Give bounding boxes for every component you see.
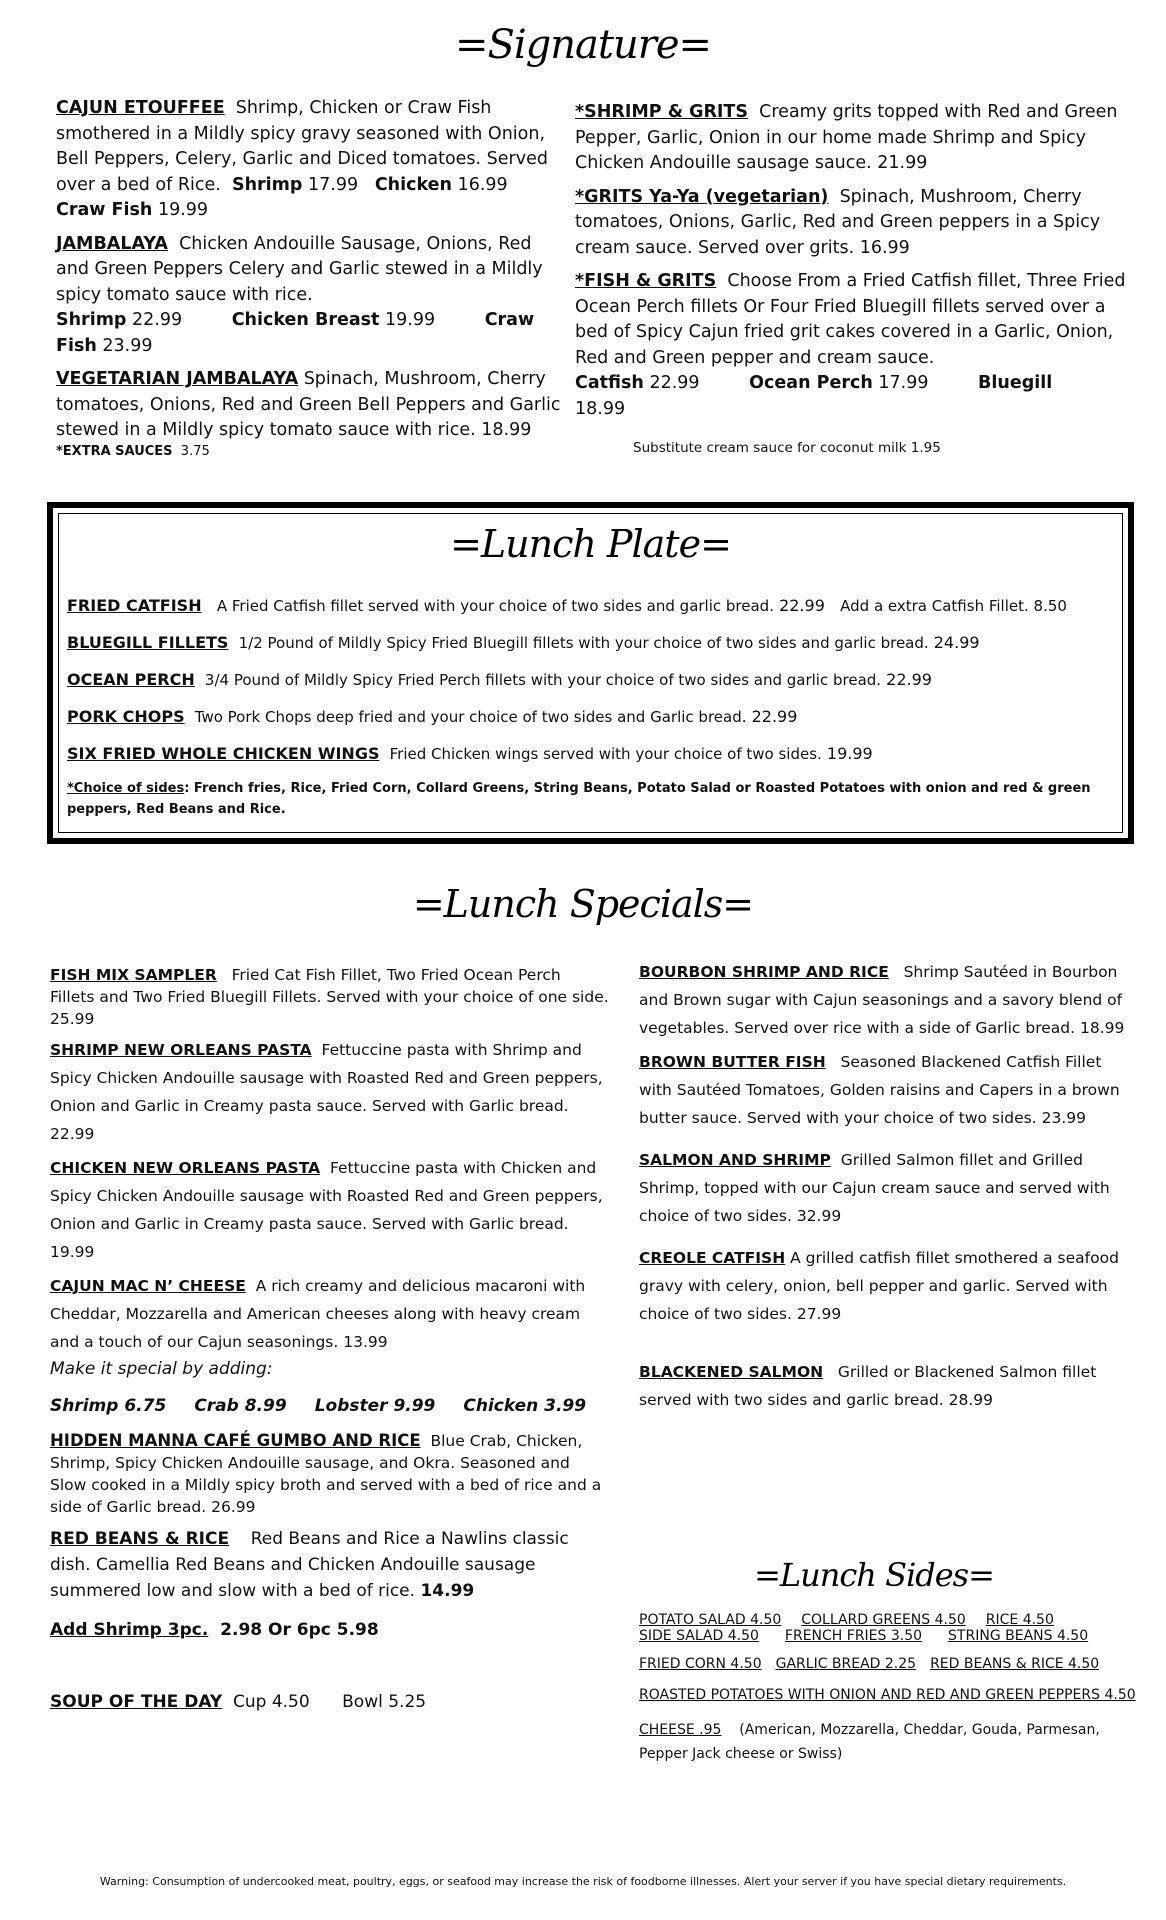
item-desc: Chicken Andouille Sausage, Onions, Red and Green Peppers Celery and Garlic stewed in a Mildly spicy tomato sauce with rice. [56,233,543,305]
item-desc: Fried Cat Fish Fillet, Two Fried Ocean Perch Fillets and Two Fried Bluegill Fillets. Served with your choice of one side. 25.99 [50,966,609,1028]
price: 18.99 [575,398,626,419]
item-name: FRIED CATFISH [67,596,202,615]
item-name: BOURBON SHRIMP AND RICE [639,963,889,981]
side-item: RED BEANS & RICE 4.50 [930,1656,1100,1672]
item-name: CAJUN ETOUFFEE [56,98,225,118]
item-name: CAJUN MAC N’ CHEESE [50,1277,246,1295]
extra-sauces-price: 3.75 [180,443,210,459]
mac-addon: Lobster 9.99 [314,1396,436,1416]
item-name: CREOLE CATFISH [639,1249,786,1267]
side-item-cheese [639,1718,1139,1766]
vegetarian-jambalaya-item [56,367,566,444]
lunch-special-item [50,1036,610,1148]
item-desc: Fettuccine pasta with Chicken and Spicy Chicken Andouille sausage with Roasted Red and Green peppers, Onion and Garlic in Creamy pasta sauce. Served with Garlic bread. 19.99 [50,1159,603,1261]
mac-addons [50,1392,610,1420]
item-desc: Seasoned Blackened Catfish Fillet with Sautéed Tomatoes, Golden raisins and Capers in a brown butter sauce. Served with your choice of two sides. 23.99 [639,1053,1120,1127]
item-name: JAMBALAYA [56,233,168,254]
price-label: Shrimp [231,174,303,195]
extra-sauces-label: *EXTRA SAUCES [56,443,173,459]
item-desc: 1/2 Pound of Mildly Spicy Fried Bluegill fillets with your choice of two sides and garlic bread. [238,634,929,652]
price: 23.99 [102,335,153,356]
jambalaya-item [56,232,566,360]
item-name: RED BEANS & RICE [50,1529,230,1549]
price: 22.99 [779,596,825,615]
price-label: Craw Fish [56,310,535,356]
lunch-special-item [639,1048,1139,1132]
substitute-note: Substitute cream sauce for coconut milk 1.95 [633,440,941,456]
sides-row [639,1612,1139,1628]
fish-grits-item [575,269,1135,422]
price: 17.99 [308,174,359,195]
mac-addon: Crab 8.99 [194,1396,287,1416]
grits-yaya-item [575,185,1135,262]
lunch-special-item [639,958,1139,1042]
item-name: SOUP OF THE DAY [50,1692,223,1712]
lunch-special-item [639,1358,1139,1414]
price-label: Ocean Perch [749,373,873,393]
price: 17.99 [878,373,929,393]
cajun-etouffee-item [56,96,566,224]
choice-of-sides [67,778,1107,820]
item-desc: A rich creamy and delicious macaroni with Cheddar, Mozzarella and American cheeses along with heavy cream and a touch of our Cajun seasonings. 13.99 [50,1277,586,1351]
item-desc: Shrimp Sautéed in Bourbon and Brown sugar with Cajun seasonings and a savory blend of vegetables. Served over rice with a side of Garlic bread. 18.99 [639,963,1125,1037]
item-name: BLACKENED SALMON [639,1363,824,1381]
choice-of-sides-label: *Choice of sides [67,781,185,796]
item-name: VEGETARIAN JAMBALAYA [56,369,299,389]
item-name: *GRITS Ya-Ya (vegetarian) [575,186,829,207]
price: 19.99 [157,200,209,220]
signature-left-column [56,96,566,460]
price-label: Chicken [374,174,452,195]
soup-bowl-price: Bowl 5.25 [342,1692,427,1712]
lunch-special-item [50,964,610,1030]
price: 22.99 [751,707,798,726]
price-row [575,371,1135,422]
side-item-roasted-potatoes: ROASTED POTATOES WITH ONION AND RED AND GREEN PEPPERS 4.50 [639,1687,1136,1703]
price: 14.99 [420,1581,475,1601]
item-desc: Two Pork Chops deep fried and your choice of two sides and Garlic bread. [194,708,747,726]
item-name: BROWN BUTTER FISH [639,1053,826,1071]
price: 19.99 [826,744,873,763]
price-label: Chicken Breast [231,310,380,330]
cheese-label: CHEESE .95 [639,1722,722,1738]
lunch-plate-item [67,670,932,689]
item-name: SALMON AND SHRIMP [639,1151,831,1169]
extra-sauces [56,444,566,460]
lunch-plate-item [67,744,873,763]
side-item: COLLARD GREENS 4.50 [801,1612,966,1628]
price: 22.99 [132,310,183,330]
lunch-sides-heading: =Lunch Sides= [754,1556,994,1594]
item-desc: Red Beans and Rice a Nawlins classic dish. Camellia Red Beans and Chicken Andouille sausage summered low and slow with a bed of rice. [50,1529,569,1601]
price-label: Shrimp [56,310,127,330]
lunch-special-item [639,1146,1139,1230]
side-item: POTATO SALAD 4.50 [639,1612,782,1628]
lunch-plate-box [47,502,1134,844]
side-item: RICE 4.50 [985,1612,1054,1628]
side-item: SIDE SALAD 4.50 [639,1628,759,1644]
soup-of-the-day [50,1688,610,1716]
item-name: CHICKEN NEW ORLEANS PASTA [50,1159,321,1177]
lunch-specials-left-column [50,964,610,1716]
item-desc: Grilled Salmon fillet and Grilled Shrimp, topped with our Cajun cream sauce and served with choice of two sides. 32.99 [639,1151,1110,1225]
side-item: FRIED CORN 4.50 [639,1656,762,1672]
item-name: BLUEGILL FILLETS [67,633,229,652]
item-desc: Choose From a Fried Catfish fillet, Three Fried Ocean Perch fillets Or Four Fried Bluegill fillets served over a bed of Spicy Cajun fried grit cakes covered in a Garlic, Onion, Red and Green pepper and cream sauce. [575,271,1126,368]
lunch-plate-item [67,707,797,726]
lunch-plate-item [67,633,980,652]
mac-special-note: Make it special by adding: [50,1359,273,1379]
gumbo-item [50,1430,610,1518]
add-shrimp-label: Add Shrimp 3pc. [50,1620,209,1640]
item-desc: A Fried Catfish fillet served with your choice of two sides and garlic bread. [216,597,774,615]
mac-addon: Shrimp 6.75 [50,1396,167,1416]
item-desc: Shrimp, Chicken or Craw Fish smothered in a Mildly spicy gravy seasoned with Onion, Bell Peppers, Celery, Garlic and Diced tomatoes. Served over a bed of Rice. [56,98,548,195]
side-item: FRENCH FRIES 3.50 [784,1628,923,1644]
lunch-plate-item [67,596,1067,615]
sides-row [639,1656,1139,1672]
lunch-sides-list [639,1612,1139,1766]
signature-heading: =Signature= [454,22,712,68]
price-row [56,308,566,359]
price: 16.99 [457,174,508,195]
lunch-specials-right-column [639,958,1139,1420]
soup-cup-price: Cup 4.50 [232,1692,310,1712]
item-name: PORK CHOPS [67,707,185,726]
signature-right-column [575,100,1135,462]
lunch-special-item [639,1244,1139,1328]
item-name: OCEAN PERCH [67,670,195,689]
item-name: *FISH & GRITS [575,271,717,291]
choice-of-sides-text: : French fries, Rice, Fried Corn, Collard Greens, String Beans, Potato Salad or Roasted Potatoes with onion and red & green peppers, Red Beans and Rice. [67,781,1091,817]
item-desc: Fettuccine pasta with Shrimp and Spicy Chicken Andouille sausage with Roasted Red and Green peppers, Onion and Garlic in Creamy pasta sauce. Served with Garlic bread. 22.99 [50,1041,603,1143]
shrimp-grits-item [575,100,1135,177]
price-label: Bluegill [978,373,1053,393]
red-beans-rice-item [50,1526,610,1604]
item-desc: Spinach, Mushroom, Cherry tomatoes, Onions, Red and Green Bell Peppers and Garlic stewed in a Mildly spicy tomato sauce with rice. 18.99 [56,369,561,440]
item-name: *SHRIMP & GRITS [575,102,748,122]
add-shrimp [50,1616,610,1644]
cheese-desc: (American, Mozzarella, Cheddar, Gouda, Parmesan, Pepper Jack cheese or Swiss) [639,1722,1100,1762]
price: 22.99 [649,373,700,393]
item-desc: A grilled catfish fillet smothered a seafood gravy with celery, onion, bell pepper and garlic. Served with choice of two sides. 27.99 [639,1249,1119,1323]
item-desc: Blue Crab, Chicken, Shrimp, Spicy Chicken Andouille sausage, and Okra. Seasoned and Slow cooked in a Mildly spicy broth and served with a bed of rice and a side of Garlic bread. 26.99 [50,1432,602,1516]
item-name: HIDDEN MANNA CAFÉ GUMBO AND RICE [50,1431,421,1450]
price-label: Catfish [575,373,644,393]
side-item: GARLIC BREAD 2.25 [775,1656,917,1672]
price: 19.99 [385,310,436,330]
item-name: SHRIMP NEW ORLEANS PASTA [50,1041,312,1059]
add-shrimp-price: 2.98 Or 6pc 5.98 [220,1620,379,1640]
price: 22.99 [886,670,932,689]
lunch-plate-heading: =Lunch Plate= [450,522,731,566]
sides-row [639,1628,1139,1644]
item-desc: Grilled or Blackened Salmon fillet served with two sides and garlic bread. 28.99 [639,1363,1097,1409]
item-name: SIX FRIED WHOLE CHICKEN WINGS [67,744,380,763]
side-item: STRING BEANS 4.50 [948,1628,1089,1644]
mac-addon: Chicken 3.99 [463,1396,587,1416]
lunch-special-item [50,1154,610,1266]
item-name: FISH MIX SAMPLER [50,966,217,984]
item-desc: Spinach, Mushroom, Cherry tomatoes, Onions, Garlic, Red and Green peppers in a Spicy cream sauce. Served over grits. 16.99 [575,186,1101,258]
lunch-special-item [50,1272,610,1356]
item-desc: Fried Chicken wings served with your choice of two sides. [389,745,822,763]
item-desc: Creamy grits topped with Red and Green Pepper, Garlic, Onion in our home made Shrimp and Spicy Chicken Andouille sausage sauce. 21.99 [575,102,1118,173]
item-desc: 3/4 Pound of Mildly Spicy Fried Perch fillets with your choice of two sides and garlic bread. [204,671,882,689]
foodborne-illness-warning: Warning: Consumption of undercooked meat, poultry, eggs, or seafood may increase the risk of foodborne illnesses. Alert your server if you have special dietary requirements. [99,1875,1067,1888]
price: 24.99 [933,633,980,652]
extra-offer: Add a extra Catfish Fillet. 8.50 [840,597,1067,615]
lunch-specials-heading: =Lunch Specials= [412,882,754,926]
price-label: Craw Fish [56,200,153,220]
